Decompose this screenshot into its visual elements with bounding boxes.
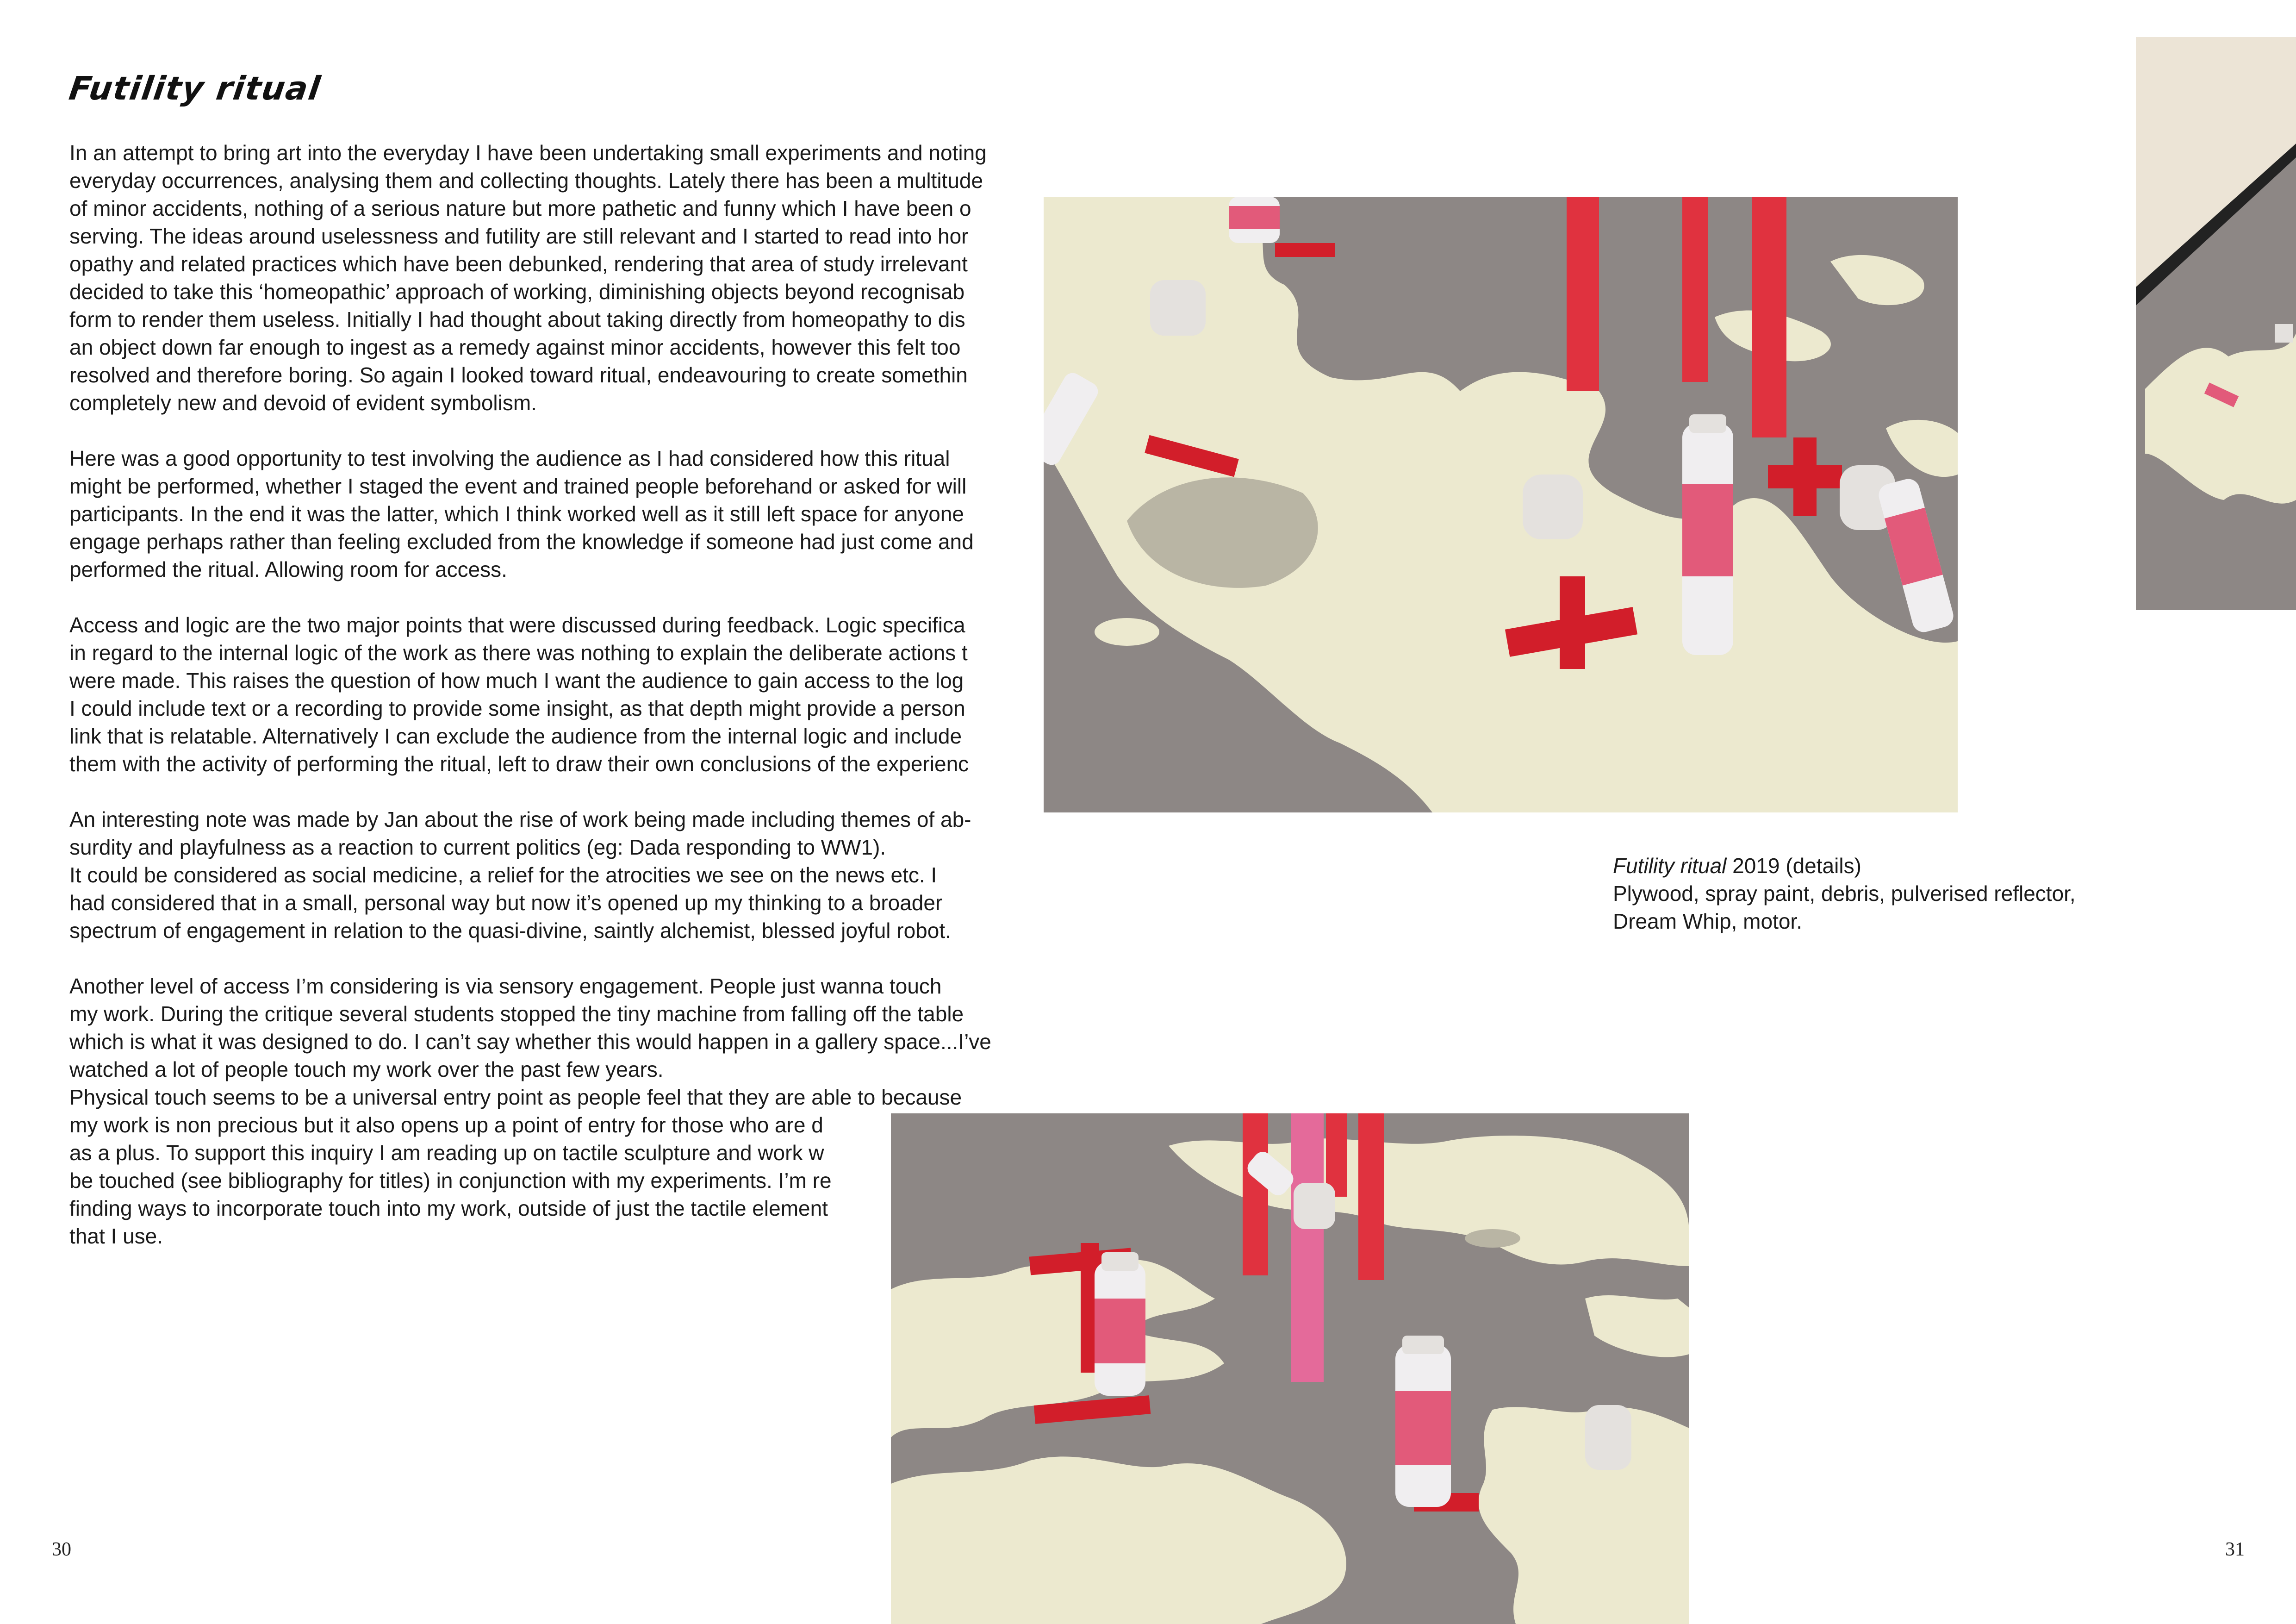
caption-artwork-title: Futility ritual bbox=[1613, 854, 1727, 878]
paragraph-1: In an attempt to bring art into the everyday I have been undertaking small experiments and noting everyday occurrences, analysing them and collecting thoughts. Lately there has been a multitude of minor accidents, nothing of a serious nature but more pathetic and funny which I have been o serving. The ideas around uselessness and futility are still relevant and I started to read into hor opathy and related practices which have been debunked, rendering that area of study irrelevant decided to take this ‘homeopathic’ approach of working, diminishing objects beyond recognisab form to render them useless. Initially I had thought about taking directly from homeopathy to dis an object down far enough to ingest as a remedy against minor accidents, however this felt too resolved and therefore boring. So again I looked toward ritual, endeavouring to create somethin completely new and devoid of evident symbolism. bbox=[69, 141, 987, 415]
caption-materials-line-2: Dream Whip, motor. bbox=[1613, 909, 1802, 933]
photo-installation-top bbox=[1044, 197, 1958, 812]
photo-corner-detail bbox=[2136, 37, 2296, 610]
caption-line-1 bbox=[1613, 852, 2215, 880]
paragraph-5: Another level of access I’m considering is via sensory engagement. People just wanna touch my work. During the critique several students stopped the tiny machine from falling off the table which is what it was designed to do. I can’t say whether this would happen in a gallery space...I’ve watched a lot of people touch my work over the past few years. Physical touch seems to be a universal entry point as people feel that they are able to because my work is non precious but it also opens up a point of entry for those who are d as a plus. To support this inquiry I am reading up on tactile sculpture and work w be touched (see bibliography for titles) in conjunction with my experiments. I’m re finding ways to incorporate touch into my work, outside of just the tactile element that I use. bbox=[69, 974, 991, 1248]
photo-installation-bottom bbox=[891, 1113, 1689, 1624]
page-number-left: 30 bbox=[52, 1539, 71, 1560]
page-number-right: 31 bbox=[2225, 1539, 2245, 1560]
page-title: Futility ritual bbox=[67, 69, 324, 107]
paragraph-4: An interesting note was made by Jan about the rise of work being made including themes of ab- surdity and playfulness as a reaction to current politics (eg: Dada responding to WW1). It could be considered as social medicine, a relief for the atrocities we see on the news etc. I had considered that in a small, personal way but now it’s opened up my thinking to a broader spectrum of engagement in relation to the quasi-divine, saintly alchemist, blessed joyful robot. bbox=[69, 807, 971, 943]
caption-year: 2019 (details) bbox=[1726, 854, 1861, 878]
caption-materials-line-1: Plywood, spray paint, debris, pulverised reflector, bbox=[1613, 881, 2076, 906]
body-text bbox=[69, 139, 1088, 1278]
photo-caption bbox=[1613, 852, 2215, 935]
paragraph-2: Here was a good opportunity to test involving the audience as I had considered how this ritual might be performed, whether I staged the event and trained people beforehand or asked for will participants. In the end it was the latter, which I think worked well as it still left space for anyone engage perhaps rather than feeling excluded from the knowledge if someone had just come and performed the ritual. Allowing room for access. bbox=[69, 446, 974, 581]
paragraph-3: Access and logic are the two major points that were discussed during feedback. Logic specifica in regard to the internal logic of the work as there was nothing to explain the deliberate actions t were made. This raises the question of how much I want the audience to gain access to the log I could include text or a recording to provide some insight, as that depth might provide a person link that is relatable. Alternatively I can exclude the audience from the internal logic and include them with the activity of performing the ritual, left to draw their own conclusions of the experienc bbox=[69, 613, 969, 776]
